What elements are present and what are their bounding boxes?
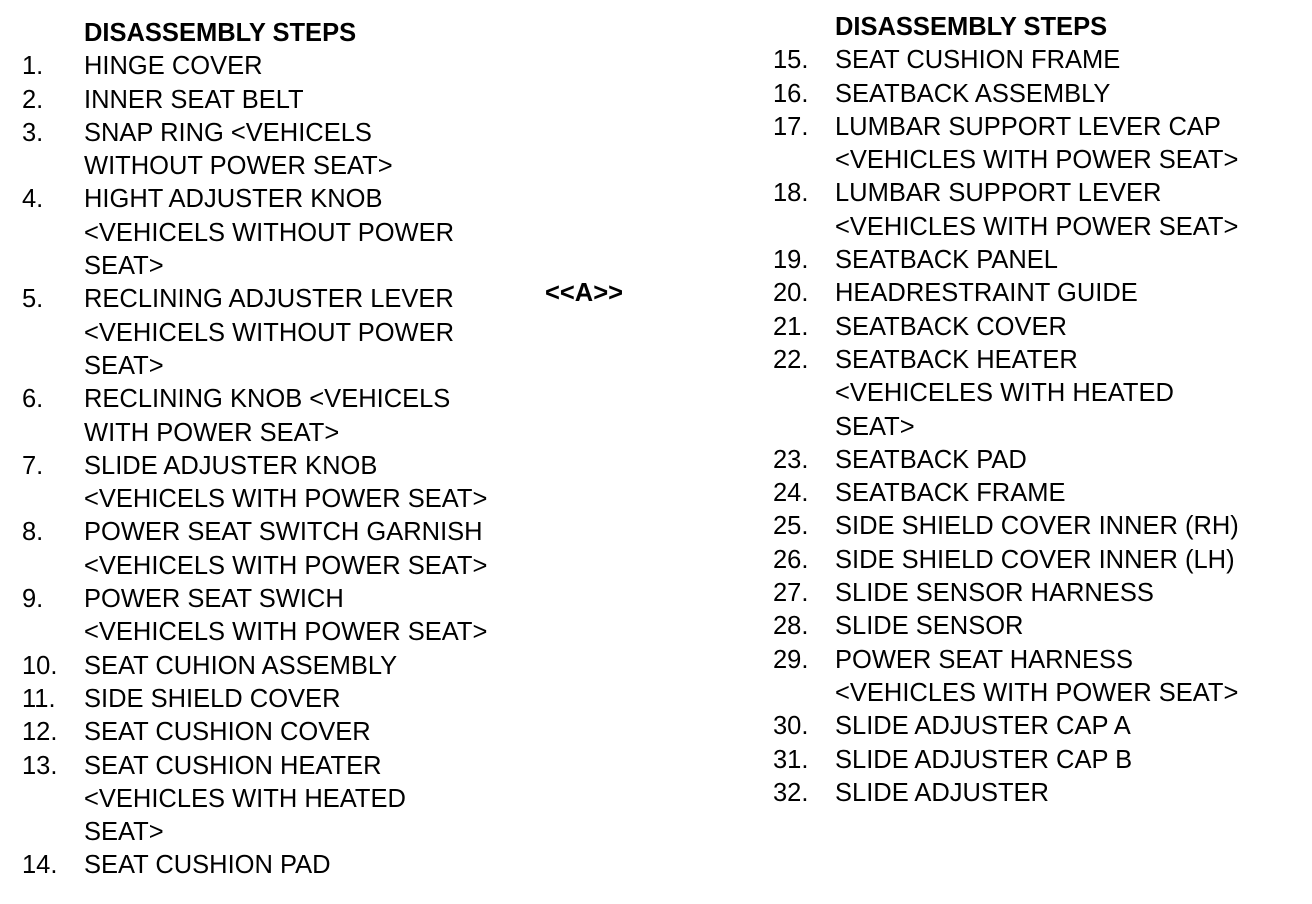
step-text: SEAT CUSHION HEATER <VEHICLES WITH HEATED SEAT> xyxy=(84,751,406,847)
step-item xyxy=(22,117,552,184)
step-text: SEAT CUSHION COVER xyxy=(84,718,371,747)
step-text: POWER SEAT HARNESS <VEHICLES WITH POWER SEAT> xyxy=(835,645,1239,707)
step-text: SNAP RING <VEHICELS WITHOUT POWER SEAT> xyxy=(84,118,393,181)
step-number: 24. xyxy=(773,479,809,508)
step-item xyxy=(22,84,552,117)
step-number: 1. xyxy=(22,52,44,81)
step-number: 2. xyxy=(22,85,44,114)
step-number: 15. xyxy=(773,46,809,75)
step-item xyxy=(773,477,1303,510)
step-number: 3. xyxy=(22,118,44,147)
step-item xyxy=(22,183,552,283)
step-text: POWER SEAT SWITCH GARNISH <VEHICELS WITH POWER SEAT> xyxy=(84,518,488,580)
step-number: 13. xyxy=(22,751,58,780)
step-item xyxy=(22,50,552,83)
step-text: SEATBACK HEATER <VEHICELES WITH HEATED SEAT> xyxy=(835,345,1174,441)
step-number: 6. xyxy=(22,385,44,414)
step-number: 23. xyxy=(773,445,809,474)
step-text: POWER SEAT SWICH <VEHICELS WITH POWER SEAT> xyxy=(84,585,488,647)
step-text: SLIDE SENSOR HARNESS xyxy=(835,579,1154,608)
step-item xyxy=(773,544,1303,577)
step-item xyxy=(773,777,1303,810)
step-text: SEAT CUSHION FRAME xyxy=(835,46,1121,75)
step-item xyxy=(22,849,552,882)
step-number: 22. xyxy=(773,345,809,374)
left-steps-list xyxy=(22,50,552,882)
step-number: 18. xyxy=(773,179,809,208)
step-item xyxy=(22,516,552,583)
step-number: 16. xyxy=(773,79,809,108)
step-text: SLIDE ADJUSTER xyxy=(835,778,1049,807)
step-item xyxy=(773,111,1303,178)
step-text: SEAT CUHION ASSEMBLY xyxy=(84,651,398,680)
step-text: HINGE COVER xyxy=(84,52,263,81)
step-number: 8. xyxy=(22,518,44,547)
step-text: SEATBACK COVER xyxy=(835,312,1067,341)
step-text: HIGHT ADJUSTER KNOB <VEHICELS WITHOUT POWER SEAT> xyxy=(84,185,455,281)
step-number: 10. xyxy=(22,651,58,680)
left-steps-column xyxy=(22,17,552,883)
step-number: 19. xyxy=(773,246,809,275)
step-item xyxy=(773,744,1303,777)
step-item xyxy=(773,344,1303,444)
step-item xyxy=(773,78,1303,111)
step-item xyxy=(773,577,1303,610)
step-text: SLIDE ADJUSTER KNOB <VEHICELS WITH POWER SEAT> xyxy=(84,451,488,514)
step-number: 17. xyxy=(773,112,809,141)
step-number: 21. xyxy=(773,312,809,341)
step-text: SEATBACK FRAME xyxy=(835,479,1066,508)
step-text: LUMBAR SUPPORT LEVER <VEHICLES WITH POWER SEAT> xyxy=(835,179,1239,241)
step-text: SLIDE ADJUSTER CAP B xyxy=(835,745,1133,774)
step-number: 11. xyxy=(22,684,56,713)
step-item xyxy=(22,283,552,383)
step-item xyxy=(773,710,1303,743)
step-item xyxy=(22,650,552,683)
step-text: HEADRESTRAINT GUIDE xyxy=(835,279,1138,308)
step-item xyxy=(773,277,1303,310)
step-item xyxy=(22,383,552,450)
step-text: SIDE SHIELD COVER INNER (LH) xyxy=(835,545,1235,574)
view-marker: <<A>> xyxy=(545,279,623,307)
step-text: SEATBACK ASSEMBLY xyxy=(835,79,1111,108)
step-item xyxy=(773,510,1303,543)
step-number: 27. xyxy=(773,579,809,608)
step-text: SIDE SHIELD COVER xyxy=(84,684,341,713)
step-number: 14. xyxy=(22,851,58,880)
step-text: RECLINING ADJUSTER LEVER <VEHICELS WITHOUT POWER SEAT> xyxy=(84,285,455,380)
step-number: 31. xyxy=(773,745,809,774)
step-item xyxy=(22,716,552,749)
step-number: 26. xyxy=(773,545,809,574)
step-text: SIDE SHIELD COVER INNER (RH) xyxy=(835,512,1239,541)
step-number: 30. xyxy=(773,712,809,741)
step-item xyxy=(773,610,1303,643)
right-heading: DISASSEMBLY STEPS xyxy=(835,13,1108,41)
step-text: SLIDE ADJUSTER CAP A xyxy=(835,712,1131,741)
step-item xyxy=(22,583,552,650)
step-item xyxy=(22,750,552,850)
step-item xyxy=(773,44,1303,77)
step-item xyxy=(22,450,552,517)
step-text: SEAT CUSHION PAD xyxy=(84,851,331,880)
step-item xyxy=(773,177,1303,244)
step-text: SEATBACK PAD xyxy=(835,445,1027,474)
step-number: 7. xyxy=(22,451,44,480)
step-item xyxy=(773,644,1303,711)
left-heading: DISASSEMBLY STEPS xyxy=(84,19,357,47)
step-item xyxy=(773,444,1303,477)
step-number: 9. xyxy=(22,585,44,614)
step-number: 32. xyxy=(773,778,809,807)
step-text: SEATBACK PANEL xyxy=(835,246,1058,275)
step-number: 4. xyxy=(22,185,44,214)
step-number: 20. xyxy=(773,279,809,308)
step-text: SLIDE SENSOR xyxy=(835,612,1024,641)
step-number: 29. xyxy=(773,645,809,674)
step-item xyxy=(773,311,1303,344)
step-text: LUMBAR SUPPORT LEVER CAP <VEHICLES WITH POWER SEAT> xyxy=(835,112,1239,175)
step-item xyxy=(773,244,1303,277)
right-steps-column xyxy=(773,11,1303,810)
step-number: 12. xyxy=(22,718,58,747)
step-item xyxy=(22,683,552,716)
step-text: RECLINING KNOB <VEHICELS WITH POWER SEAT> xyxy=(84,385,451,447)
step-number: 25. xyxy=(773,512,809,541)
step-number: 5. xyxy=(22,285,44,314)
step-text: INNER SEAT BELT xyxy=(84,85,304,114)
right-steps-list xyxy=(773,44,1303,810)
step-number: 28. xyxy=(773,612,809,641)
